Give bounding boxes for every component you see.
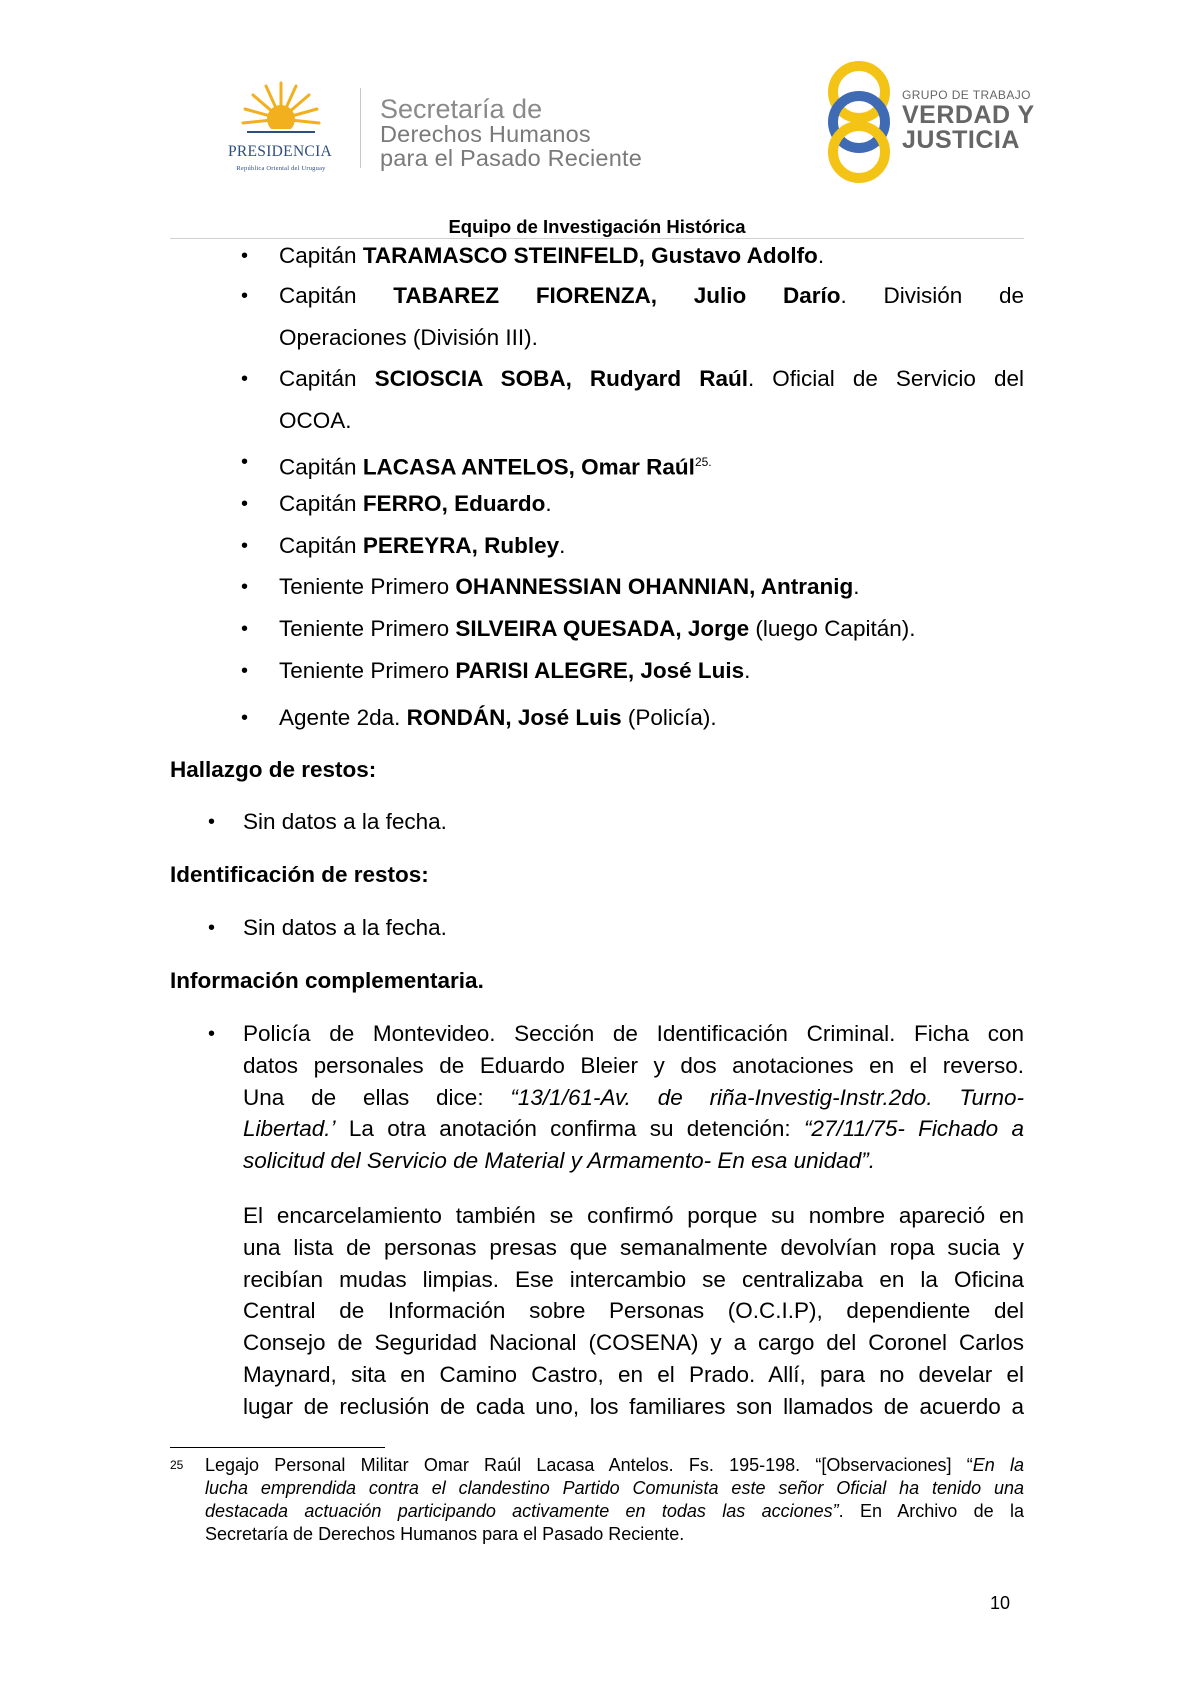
paragraph-line: Maynard, sita en Camino Castro, en el Prado. Allí, para no develar el: [243, 1361, 1024, 1387]
list-item: Capitán TABAREZ FIORENZA, Julio Darío. División de: [279, 283, 1024, 308]
officer-name: SCIOSCIA SOBA, Rudyard Raúl: [374, 366, 748, 391]
list-item: Capitán PEREYRA, Rubley.: [279, 533, 566, 558]
footnote-number: 25: [170, 1458, 184, 1472]
header-separator: [360, 88, 361, 168]
officer-name: RONDÁN, José Luis: [406, 705, 622, 730]
sun-logo-icon: [241, 79, 321, 139]
bullet-icon: •: [241, 576, 249, 598]
secretaria-line-2: Derechos Humanos: [380, 121, 591, 147]
officer-name: FERRO, Eduardo: [362, 491, 546, 516]
officer-rank: Capitán: [279, 491, 363, 516]
quoted-annotation: “13/1/61-Av. de riña-Investig-Instr.2do. Turno-: [510, 1084, 1024, 1110]
paragraph-line: El encarcelamiento también se confirmó porque su nombre apareció en: [243, 1203, 1024, 1228]
list-item: Agente 2da. RONDÁN, José Luis (Policía).: [279, 705, 717, 730]
bullet-icon: •: [241, 660, 249, 682]
secretaria-line-1: Secretaría de: [380, 94, 543, 124]
paragraph-line: Policía de Montevideo. Sección de Identificación Criminal. Ficha con: [243, 1021, 1024, 1046]
officer-rank: Agente 2da.: [279, 705, 407, 730]
list-item-continuation: OCOA.: [279, 408, 352, 433]
verdad-justicia-logo: [820, 58, 1040, 186]
hallazgo-item: Sin datos a la fecha.: [243, 809, 447, 834]
list-item: Teniente Primero PARISI ALEGRE, José Luis.: [279, 658, 751, 683]
bullet-icon: •: [241, 245, 249, 267]
footnote-rule: [170, 1447, 385, 1448]
list-item: Teniente Primero OHANNESSIAN OHANNIAN, Antranig.: [279, 574, 860, 599]
officer-name: TARAMASCO STEINFELD, Gustavo Adolfo: [362, 243, 818, 268]
paragraph-line: Central de Información sobre Personas (O.C.I.P), dependiente del: [243, 1298, 1024, 1324]
officer-name: TABAREZ FIORENZA, Julio Darío: [393, 283, 841, 308]
secretaria-logo-text: [380, 96, 710, 170]
footnote-reference: 25.: [694, 455, 712, 469]
officer-name: OHANNESSIAN OHANNIAN, Antranig: [455, 574, 854, 599]
header-rule: [170, 238, 1024, 239]
paragraph-line: Consejo de Seguridad Nacional (COSENA) y a cargo del Coronel Carlos: [243, 1330, 1024, 1356]
list-item: Capitán FERRO, Eduardo.: [279, 491, 552, 516]
running-header-title: Equipo de Investigación Histórica: [448, 216, 746, 237]
identificacion-item: Sin datos a la fecha.: [243, 915, 447, 940]
officer-rank: Capitán: [279, 366, 375, 391]
bullet-icon: •: [208, 1023, 216, 1045]
officer-name: SILVEIRA QUESADA, Jorge: [455, 616, 750, 641]
officer-rank: Teniente Primero: [279, 574, 456, 599]
grupo-trabajo-label: GRUPO DE TRABAJO: [902, 88, 1031, 102]
section-heading-identificacion: Identificación de restos:: [170, 862, 429, 887]
secretaria-line-3: para el Pasado Reciente: [380, 144, 642, 171]
bullet-icon: •: [241, 368, 249, 390]
info-paragraph: [243, 1018, 1024, 1177]
presidencia-wordmark: PRESIDENCIA: [227, 143, 333, 160]
officer-rank: Capitán: [279, 283, 394, 308]
page-number: 10: [990, 1593, 1011, 1613]
officer-rank: Teniente Primero: [279, 616, 456, 641]
paragraph-line: una lista de personas presas que semanalmente devolvían ropa sucia y: [243, 1234, 1024, 1260]
second-paragraph: [243, 1200, 1024, 1423]
bullet-icon: •: [241, 535, 249, 557]
justicia-label: JUSTICIA: [902, 126, 1020, 154]
quoted-annotation: “27/11/75- Fichado a: [803, 1116, 1024, 1142]
list-item-continuation: Operaciones (División III).: [279, 325, 538, 350]
paragraph-line: lugar de reclusión de cada uno, los familiares son llamados de acuerdo a: [243, 1393, 1024, 1419]
bullet-icon: •: [241, 618, 249, 640]
officer-name: PEREYRA, Rubley: [362, 533, 560, 558]
officer-rank: Teniente Primero: [279, 658, 456, 683]
list-item: Capitán SCIOSCIA SOBA, Rudyard Raúl. Oficial de Servicio del: [279, 366, 1024, 391]
officer-name: LACASA ANTELOS, Omar Raúl: [362, 454, 695, 480]
bullet-icon: •: [241, 707, 249, 729]
officer-rank: Capitán: [279, 454, 363, 480]
list-item: Teniente Primero SILVEIRA QUESADA, Jorge (luego Capitán).: [279, 616, 916, 641]
interlocked-rings-logo-icon: [820, 58, 898, 186]
paragraph-line: Una de ellas dice: “13/1/61-Av. de riña-Investig-Instr.2do. Turno-: [243, 1084, 1024, 1110]
officer-rank: Capitán: [279, 243, 363, 268]
list-item: [279, 446, 1024, 484]
bullet-icon: •: [241, 451, 249, 473]
section-heading-hallazgo: Hallazgo de restos:: [170, 757, 377, 782]
list-item: Capitán TARAMASCO STEINFELD, Gustavo Adolfo.: [279, 243, 825, 268]
presidencia-subtitle: República Oriental del Uruguay: [236, 165, 326, 172]
paragraph-line: Libertad.’ La otra anotación confirma su detención: “27/11/75- Fichado a: [243, 1116, 1024, 1142]
presidencia-logo: [205, 83, 357, 173]
paragraph-line: recibían mudas limpias. Ese intercambio se centralizaba en la Oficina: [243, 1266, 1024, 1292]
officer-name: PARISI ALEGRE, José Luis: [455, 658, 745, 683]
footnote-text: Legajo Personal Militar Omar Raúl Lacasa Antelos. Fs. 195-198. “[Observaciones] “En la lucha emprendida contra el clandestino Partido Comunista este señor Oficial ha tenido una destacada actuación participando activamente en todas las acciones”. En Archivo de la Secretaría de Derechos Humanos para el Pasado Reciente.: [205, 1455, 1025, 1544]
verdad-label: VERDAD Y: [902, 101, 1035, 129]
bullet-icon: •: [208, 811, 216, 833]
bullet-icon: •: [241, 285, 249, 307]
bullet-icon: •: [208, 917, 216, 939]
bullet-icon: •: [241, 493, 249, 515]
section-heading-informacion: Información complementaria.: [170, 968, 484, 993]
paragraph-line: solicitud del Servicio de Material y Armamento- En esa unidad”.: [243, 1148, 875, 1174]
paragraph-line: datos personales de Eduardo Bleier y dos anotaciones en el reverso.: [243, 1052, 1024, 1078]
officer-rank: Capitán: [279, 533, 363, 558]
